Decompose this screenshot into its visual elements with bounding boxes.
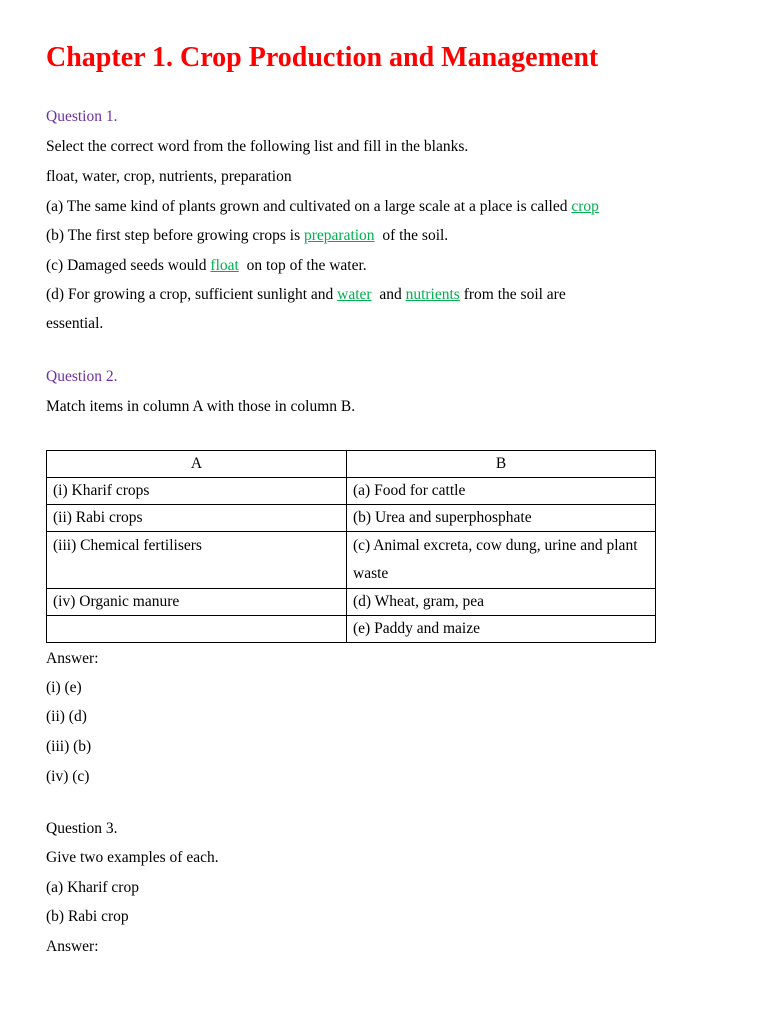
answer-item: (iv) (c): [46, 768, 90, 785]
question-1-item-d: [46, 286, 566, 304]
question-1-item-d-continued: essential.: [46, 315, 104, 332]
question-3-item-b: (b) Rabi crop: [46, 908, 129, 925]
question-3-instruction: Give two examples of each.: [46, 849, 219, 866]
chapter-title: Chapter 1. Crop Production and Management: [46, 42, 599, 73]
answer-item: (iii) (b): [46, 738, 92, 755]
table-cell-b: (e) Paddy and maize: [347, 616, 656, 643]
item-b-answer: preparation: [303, 227, 375, 244]
item-c-answer: float: [210, 257, 239, 274]
item-c-text-end: on top of the water.: [238, 257, 367, 274]
question-1-heading: Question 1.: [46, 108, 118, 125]
table-cell-a: [47, 616, 347, 643]
item-d-text: (d) For growing a crop, sufficient sunlight and: [46, 286, 338, 303]
table-cell-b: (d) Wheat, gram, pea: [347, 589, 656, 616]
item-d-answer-1: water: [337, 286, 372, 303]
table-cell-a: (ii) Rabi crops: [47, 505, 347, 532]
table-cell-b: (a) Food for cattle: [347, 478, 656, 505]
answer-item: (ii) (d): [46, 708, 87, 725]
question-3-heading: Question 3.: [46, 820, 118, 837]
question-2-answer-label: Answer:: [46, 650, 99, 667]
item-d-text-mid: and: [371, 286, 406, 303]
table-row: [47, 505, 656, 532]
table-cell-b: (c) Animal excreta, cow dung, urine and plant waste: [347, 532, 656, 589]
question-2-heading: Question 2.: [46, 368, 118, 385]
table-row: [47, 532, 656, 589]
item-d-answer-2: nutrients: [405, 286, 460, 303]
item-a-text: (a) The same kind of plants grown and cultivated on a large scale at a place is called: [46, 198, 572, 215]
table-cell-a: (i) Kharif crops: [47, 478, 347, 505]
table-cell-b: (b) Urea and superphosphate: [347, 505, 656, 532]
table-row: [47, 478, 656, 505]
table-row: [47, 616, 656, 643]
question-1-item-a: [46, 198, 599, 216]
item-b-text: (b) The first step before growing crops is: [46, 227, 304, 244]
question-1-item-c: [46, 257, 367, 275]
table-header-row: [47, 451, 656, 478]
answer-item: (i) (e): [46, 679, 82, 696]
item-d-text-end: from the soil are: [459, 286, 566, 303]
question-1-instruction: Select the correct word from the following list and fill in the blanks.: [46, 138, 469, 155]
question-3-answer-label: Answer:: [46, 938, 99, 955]
item-a-answer: crop: [571, 198, 599, 215]
question-1-item-b: [46, 227, 448, 245]
column-a-header: A: [47, 451, 347, 478]
question-1-word-list: float, water, crop, nutrients, preparation: [46, 168, 292, 185]
table-cell-a: (iii) Chemical fertilisers: [47, 532, 347, 589]
table-row: [47, 589, 656, 616]
match-table: [46, 450, 656, 643]
item-b-text-end: of the soil.: [374, 227, 449, 244]
item-c-text: (c) Damaged seeds would: [46, 257, 211, 274]
question-3-item-a: (a) Kharif crop: [46, 879, 139, 896]
table-cell-a: (iv) Organic manure: [47, 589, 347, 616]
question-2-instruction: Match items in column A with those in column B.: [46, 398, 356, 415]
column-b-header: B: [347, 451, 656, 478]
